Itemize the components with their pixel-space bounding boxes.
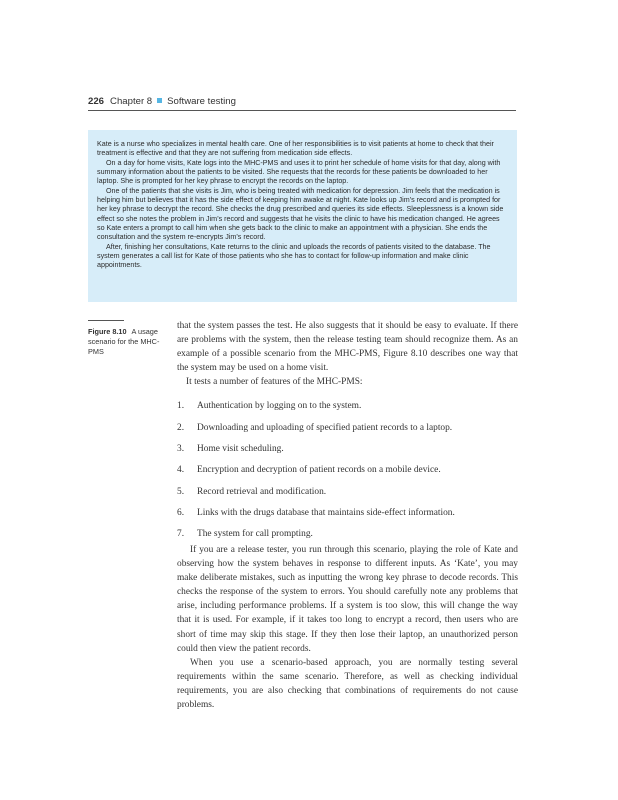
body-paragraph: It tests a number of features of the MHC-PMS: [186,377,363,388]
list-text: Authentication by logging on to the system. [197,401,362,412]
list-item [177,463,518,484]
section-title: Software testing [167,96,236,107]
list-number: 1. [177,401,185,412]
header-rule [88,110,516,111]
list-text: Links with the drugs database that maintains side-effect information. [197,507,455,518]
list-item [177,421,518,442]
chapter-label: Chapter 8 [110,96,153,107]
body-paragraph: When you use a scenario-based approach, you are normally testing several requirements within the same scenario. Therefore, as well as checking individual requirements, you are also checking that combinations of requirements do not cause problems. [177,657,518,711]
figure-caption [88,327,168,357]
list-item [177,399,518,420]
list-item [177,485,518,506]
list-text: The system for call prompting. [197,529,313,540]
header-square-icon [157,98,162,103]
caption-rule [88,320,124,321]
scenario-paragraph: One of the patients that she visits is Jim, who is being treated with medication for depression. Jim feels that the medication is helping him but believes that it has the side effect of keeping him awake at night. Kate looks up Jim’s record and is prompted for her key phrase to decrypt the record. She checks the drug prescribed and queries its side effects. Sleeplessness is a known side effect so she notes the problem in Jim’s record and suggests that he visits the clinic to have his medication changed. He agrees so Kate enters a prompt to call him when she gets back to the clinic to make an appointment with a physician. She ends the consultation and the system re-encrypts Jim’s record. [97,186,504,242]
list-text: Record retrieval and modification. [197,486,327,497]
page-number: 226 [88,96,105,107]
scenario-paragraph: On a day for home visits, Kate logs into the MHC-PMS and uses it to print her schedule of home visits for that day, along with summary information about the patients to be visited. She requests that the records for these patients be downloaded to her laptop. She is prompted for her key phrase to encrypt the records on the laptop. [97,158,501,186]
figure-caption-text: A usage scenario for the MHC-PMS [88,327,160,356]
list-number: 4. [177,465,185,476]
body-text [177,319,518,549]
figure-label: Figure 8.10 [88,327,127,336]
scenario-box [88,130,517,302]
body-text-closing [177,543,518,712]
list-number: 3. [177,444,185,455]
list-item [177,442,518,463]
scenario-paragraph: Kate is a nurse who specializes in mental health care. One of her responsibilities is to visit patients at home to check that their treatment is effective and that they are not suffering from medication side effects. [97,140,494,158]
body-paragraph: that the system passes the test. He also suggests that it should be easy to evaluate. If there are problems with the system, then the release testing team should recognize them. As an example of a possible scenario from the MHC-PMS, Figure 8.10 describes one way that the system may be used on a home visit. [177,321,518,374]
list-number: 2. [177,422,185,433]
list-number: 5. [177,486,185,497]
list-number: 7. [177,529,185,540]
body-paragraph: If you are a release tester, you run through this scenario, playing the role of Kate and observing how the system behaves in response to different inputs. As ‘Kate’, you may make deliberate mistakes, such as inputting the wrong key phrase to decode records. This checks the response of the system to errors. You should carefully note any problems that arise, including performance problems. If a system is too slow, this will change the way that it is used. For example, if it takes too long to encrypt a record, then users who are short of time may skip this stage. If they then lose their laptop, an unauthorized person could then view the patient records. [177,545,518,654]
scenario-paragraph: After, finishing her consultations, Kate returns to the clinic and uploads the records of patients visited to the database. The system generates a call list for Kate of those patients who she has to contact for follow-up information and make clinic appointments. [97,242,491,270]
list-number: 6. [177,507,185,518]
list-text: Encryption and decryption of patient records on a mobile device. [197,465,441,476]
list-item [177,506,518,527]
running-header [88,96,516,107]
feature-list [177,399,518,548]
list-text: Home visit scheduling. [197,444,284,455]
list-text: Downloading and uploading of specified patient records to a laptop. [197,422,453,433]
